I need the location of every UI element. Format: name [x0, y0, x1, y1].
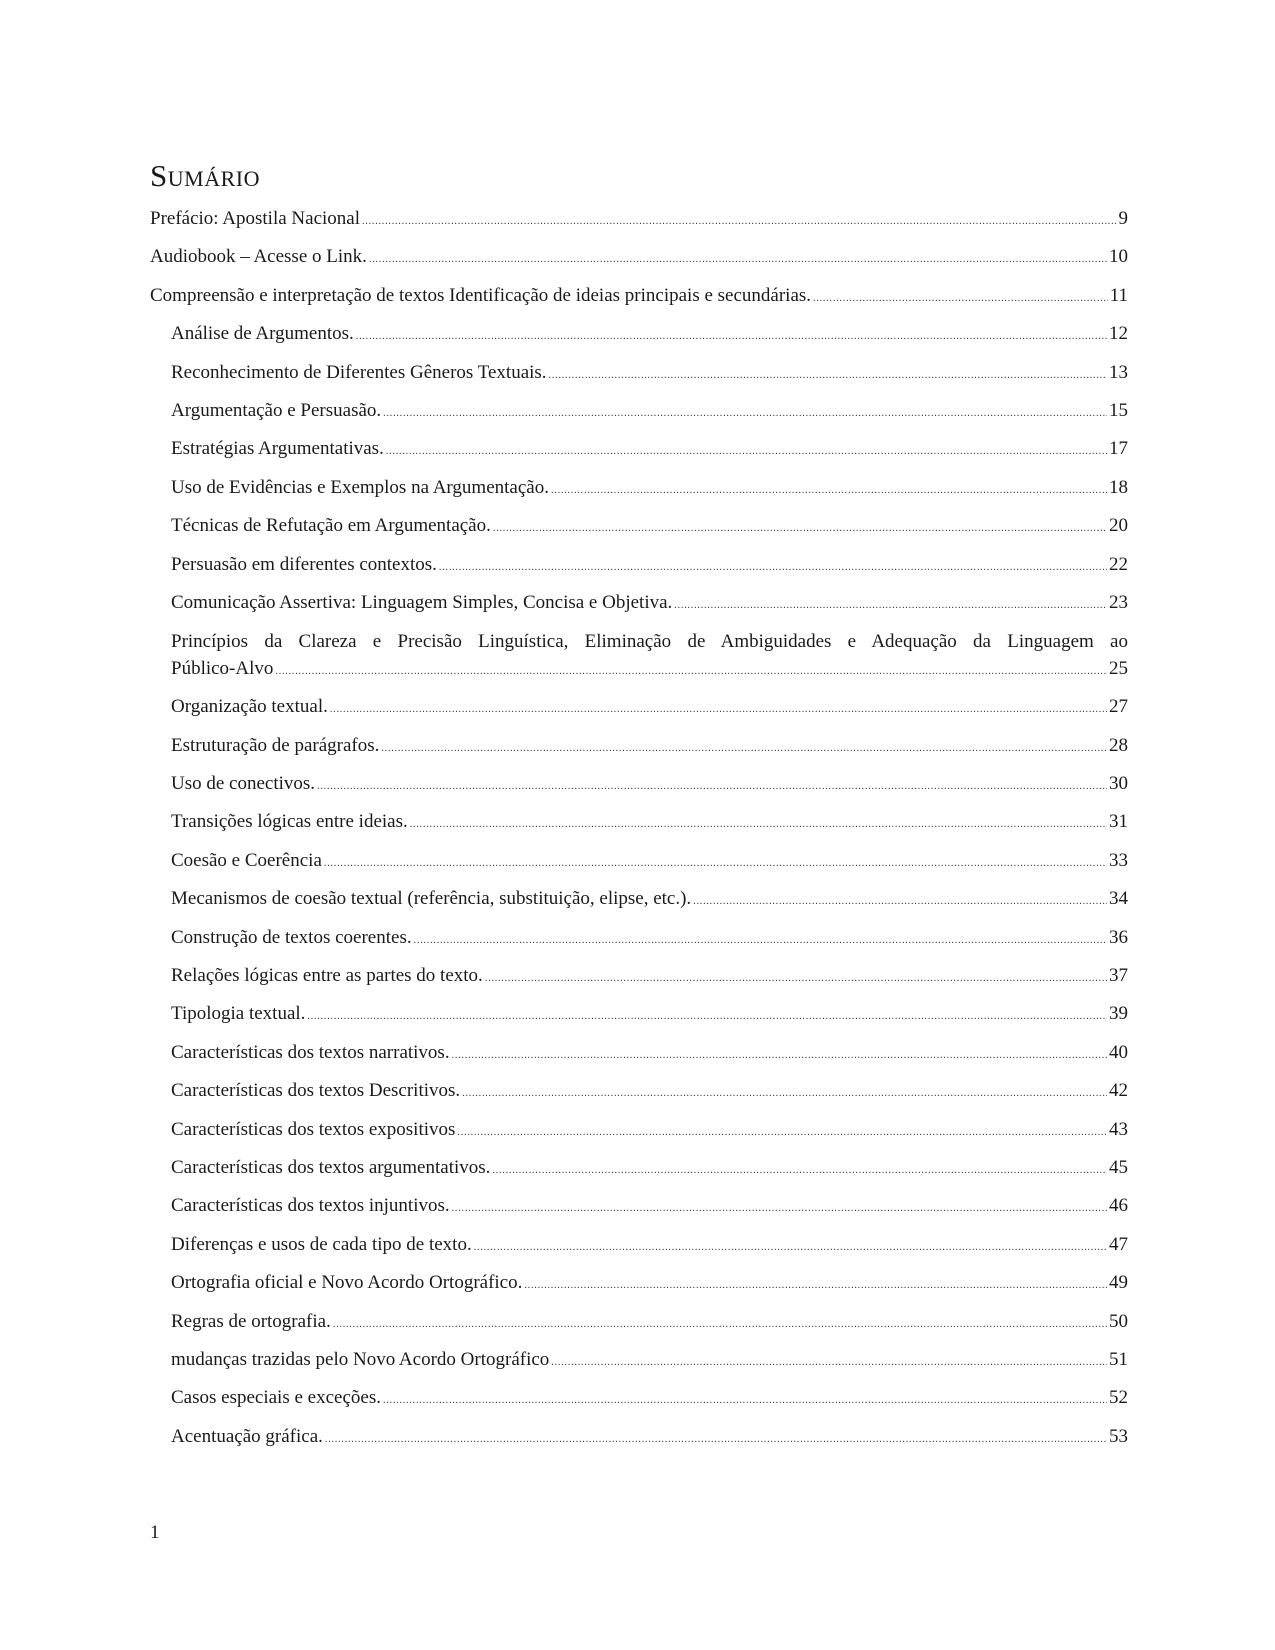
page-number: 1	[150, 1522, 160, 1543]
toc-entry-page: 31	[1109, 811, 1128, 833]
dot-leader	[485, 966, 1107, 992]
dot-leader	[549, 363, 1107, 389]
toc-entry-page: 17	[1109, 438, 1128, 460]
toc-entry-page: 45	[1109, 1156, 1128, 1178]
toc-entry-label: Prefácio: Apostila Nacional	[150, 208, 360, 229]
toc-entry[interactable]	[150, 963, 1128, 1001]
dot-leader	[362, 209, 1117, 235]
toc-entry-label: Coesão e Coerência	[171, 849, 322, 871]
toc-entry[interactable]	[150, 771, 1128, 809]
toc-entry-page: 25	[1109, 658, 1128, 680]
toc-entry[interactable]	[150, 513, 1128, 551]
toc-entry[interactable]	[150, 244, 1128, 282]
dot-leader	[474, 1235, 1107, 1261]
toc-entry-page: 53	[1109, 1425, 1128, 1447]
dot-leader	[492, 1158, 1107, 1184]
toc-entry[interactable]	[150, 1193, 1128, 1231]
toc-entry-page: 47	[1109, 1233, 1128, 1255]
toc-entry[interactable]	[150, 1001, 1128, 1039]
toc-entry-label: Diferenças e usos de cada tipo de texto.	[171, 1233, 472, 1255]
toc-entry-page: 40	[1109, 1041, 1128, 1063]
toc-entry[interactable]	[150, 552, 1128, 590]
toc-entry-label: Características dos textos narrativos.	[171, 1041, 450, 1063]
dot-leader	[410, 812, 1107, 838]
toc-entry-label: Acentuação gráfica.	[171, 1425, 323, 1447]
toc-entry-page: 13	[1109, 361, 1128, 383]
dot-leader	[551, 478, 1107, 504]
toc-entry-page: 30	[1109, 773, 1128, 795]
toc-entry[interactable]	[150, 886, 1128, 924]
toc-entry-label: Tipologia textual.	[171, 1003, 306, 1025]
dot-leader	[356, 324, 1107, 350]
toc-entry-page: 39	[1109, 1003, 1128, 1025]
toc-entry-label	[171, 1309, 331, 1335]
toc-entry[interactable]	[150, 1232, 1128, 1270]
dot-leader	[324, 851, 1107, 877]
toc-entry-page: 46	[1109, 1195, 1128, 1217]
toc-entry-page: 49	[1109, 1272, 1128, 1294]
toc-entry-page: 33	[1109, 849, 1128, 871]
dot-leader	[452, 1043, 1107, 1069]
dot-leader	[439, 555, 1107, 581]
table-of-contents	[150, 206, 1128, 1462]
toc-entry-page: 20	[1109, 515, 1128, 537]
toc-entry-label: Comunicação Assertiva: Linguagem Simples, Concisa e Objetiva.	[171, 591, 673, 613]
toc-entry-label: Características dos textos injuntivos.	[171, 1195, 450, 1217]
toc-entry-label: Análise de Argumentos.	[171, 323, 354, 345]
toc-entry-page: 15	[1109, 399, 1128, 421]
toc-entry-label: Transições lógicas entre ideias.	[171, 811, 408, 833]
toc-entry-page: 34	[1109, 888, 1128, 910]
dot-leader	[381, 736, 1107, 762]
toc-entry-label: Compreensão e interpretação de textos Identificação de ideias principais e secundárias.	[150, 284, 812, 306]
toc-entry-label: Uso de conectivos.	[171, 773, 316, 795]
toc-entry-page: 9	[1118, 208, 1128, 229]
toc-entry[interactable]	[150, 733, 1128, 771]
toc-entry[interactable]	[150, 809, 1128, 847]
toc-entry-page: 52	[1109, 1387, 1128, 1409]
dot-leader	[693, 889, 1107, 915]
toc-entry[interactable]	[150, 1424, 1128, 1462]
toc-entry[interactable]	[150, 206, 1128, 244]
toc-entry-label: Uso de Evidências e Exemplos na Argumentação.	[171, 476, 549, 498]
toc-entry-label: Características dos textos argumentativos.	[171, 1156, 491, 1178]
dot-leader	[317, 774, 1107, 800]
toc-entry-page: 36	[1109, 926, 1128, 948]
toc-entry[interactable]	[150, 590, 1128, 628]
toc-entry-page: 37	[1109, 965, 1128, 987]
dot-leader	[333, 1312, 1107, 1338]
dot-leader	[457, 1120, 1107, 1146]
toc-entry[interactable]	[150, 321, 1128, 359]
toc-entry-page: 22	[1109, 553, 1128, 575]
dot-leader	[493, 516, 1107, 542]
dot-leader	[674, 593, 1107, 619]
toc-entry-label: Características dos textos Descritivos.	[171, 1080, 461, 1102]
toc-entry[interactable]	[150, 1309, 1128, 1347]
toc-entry-label: Relações lógicas entre as partes do texto.	[171, 965, 483, 987]
dot-leader	[383, 1388, 1107, 1414]
toc-entry-label: Ortografia oficial e Novo Acordo Ortográfico.	[171, 1272, 523, 1294]
toc-entry-label: Técnicas de Refutação em Argumentação.	[171, 515, 491, 537]
dot-leader	[325, 1427, 1107, 1453]
dot-leader	[452, 1196, 1107, 1222]
dot-leader	[813, 286, 1108, 312]
toc-entry-label: Casos especiais e exceções.	[171, 1387, 381, 1409]
dot-leader	[524, 1273, 1107, 1299]
toc-entry-label: Estratégias Argumentativas.	[171, 438, 384, 460]
toc-entry-page: 51	[1109, 1348, 1128, 1370]
dot-leader	[369, 247, 1107, 273]
toc-entry-page: 10	[1109, 246, 1128, 268]
toc-entry-page: 12	[1109, 323, 1128, 345]
toc-entry[interactable]	[150, 694, 1128, 732]
dot-leader	[330, 697, 1107, 723]
dot-leader	[462, 1081, 1107, 1107]
toc-entry[interactable]	[150, 436, 1128, 474]
toc-entry[interactable]	[150, 1078, 1128, 1116]
toc-entry-label: Estruturação de parágrafos.	[171, 734, 380, 756]
toc-entry-page: 11	[1109, 284, 1128, 306]
dot-leader	[414, 928, 1107, 954]
dot-leader	[307, 1004, 1107, 1030]
toc-entry-page: 43	[1109, 1118, 1128, 1140]
toc-entry-label: Persuasão em diferentes contextos.	[171, 553, 437, 575]
toc-entry-label: Construção de textos coerentes.	[171, 926, 412, 948]
toc-entry[interactable]	[150, 1117, 1128, 1155]
toc-entry[interactable]	[150, 283, 1128, 321]
toc-entry[interactable]	[150, 1040, 1128, 1078]
toc-entry-page: 42	[1109, 1080, 1128, 1102]
toc-entry[interactable]	[150, 1270, 1128, 1308]
toc-title: Sumário	[150, 158, 260, 193]
toc-entry-label: mudanças trazidas pelo Novo Acordo Ortográfico	[171, 1348, 550, 1370]
toc-entry[interactable]	[150, 628, 1128, 694]
toc-entry[interactable]	[150, 360, 1128, 398]
toc-entry-label: Características dos textos expositivos	[171, 1118, 456, 1140]
toc-entry-label: Argumentação e Persuasão.	[171, 399, 382, 421]
toc-entry[interactable]	[150, 925, 1128, 963]
dot-leader	[551, 1350, 1107, 1376]
dot-leader	[383, 401, 1107, 427]
toc-entry-label-line2: Público-Alvo	[171, 658, 274, 680]
toc-entry[interactable]	[150, 398, 1128, 436]
toc-entry[interactable]	[150, 1155, 1128, 1193]
toc-entry-page: 28	[1109, 734, 1128, 756]
toc-entry-label: Organização textual.	[171, 696, 328, 718]
toc-entry-page: 27	[1109, 696, 1128, 718]
toc-entry-label: Reconhecimento de Diferentes Gêneros Textuais.	[171, 361, 547, 383]
toc-entry[interactable]	[150, 1347, 1128, 1385]
toc-entry-label: Audiobook – Acesse o Link.	[150, 246, 367, 268]
toc-entry-label: Mecanismos de coesão textual (referência, substituição, elipse, etc.).	[171, 888, 692, 910]
toc-entry[interactable]	[150, 848, 1128, 886]
dot-leader	[386, 439, 1107, 465]
toc-entry-page: 23	[1109, 591, 1128, 613]
toc-entry-label-line1: Princípios da Clareza e Precisão Linguística, Eliminação de Ambiguidades e Adequação da Linguagem ao	[171, 631, 1128, 653]
dot-leader	[275, 659, 1107, 685]
toc-entry-page: 50	[1109, 1310, 1128, 1332]
toc-entry[interactable]	[150, 475, 1128, 513]
toc-entry-page: 18	[1109, 476, 1128, 498]
toc-entry-label-rest: Regras de ortografia.	[171, 1310, 331, 1332]
toc-entry[interactable]	[150, 1385, 1128, 1423]
